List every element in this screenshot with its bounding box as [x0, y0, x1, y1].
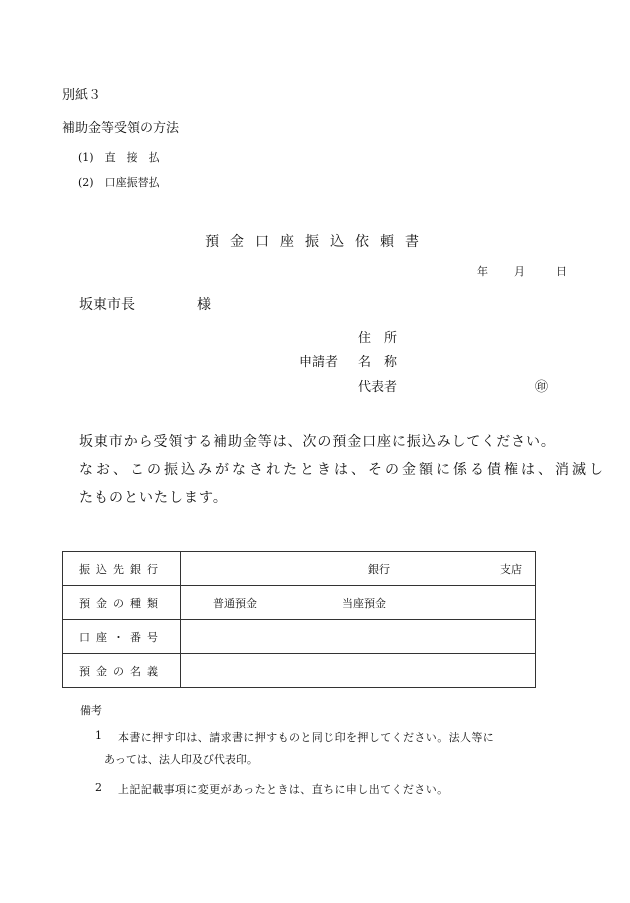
applicant-label: 申請者	[299, 355, 339, 370]
name-label: 名 称	[358, 355, 398, 370]
date-year: 年	[477, 265, 488, 278]
honorific: 様	[197, 297, 211, 313]
deposit-ordinary-option[interactable]: 普通預金	[213, 596, 257, 610]
method-direct-payment: (1) 直 接 払	[78, 151, 160, 164]
address-label: 住 所	[358, 331, 398, 346]
body-line-3: たものといたします。	[79, 490, 228, 506]
note-1-number: 1	[95, 729, 102, 742]
note-1-line-2: あっては、法人印及び代表印。	[104, 753, 258, 766]
note-1-line-1: 本書に押す印は、請求書に押すものと同じ印を押してください。法人等に	[118, 731, 495, 744]
deposit-type-field[interactable]	[181, 586, 536, 620]
branch-suffix: 支店	[500, 562, 522, 576]
note-2-number: 2	[95, 781, 102, 794]
bank-suffix: 銀行	[368, 562, 390, 576]
body-line-1: 坂東市から受領する補助金等は、次の預金口座に振込みしてください。	[79, 434, 556, 450]
notes-heading: 備考	[80, 704, 102, 717]
representative-label: 代表者	[358, 380, 398, 395]
bank-name-label: 振込先銀行	[63, 552, 181, 586]
account-number-label: 口座・番号	[63, 620, 181, 654]
table-row	[63, 620, 536, 654]
seal-mark: ㊞	[535, 380, 549, 395]
note-2-text: 上記記載事項に変更があったときは、直ちに申し出てください。	[118, 783, 449, 796]
bank-account-table	[62, 551, 536, 688]
account-holder-label: 預金の名義	[63, 654, 181, 688]
account-holder-field[interactable]	[181, 654, 536, 688]
date-day: 日	[556, 265, 567, 278]
body-line-2: なお、この振込みがなされたときは、その金額に係る債権は、消滅し	[79, 462, 606, 478]
method-title: 補助金等受領の方法	[62, 121, 180, 136]
form-title: 預金口座振込依頼書	[205, 234, 430, 250]
account-number-field[interactable]	[181, 620, 536, 654]
bank-name-field[interactable]	[181, 552, 536, 586]
date-month: 月	[514, 265, 525, 278]
deposit-type-label: 預金の種類	[63, 586, 181, 620]
attachment-label: 別紙３	[62, 88, 102, 103]
addressee: 坂東市長	[79, 297, 135, 313]
table-row	[63, 654, 536, 688]
table-row	[63, 586, 536, 620]
method-account-transfer: (2) 口座振替払	[78, 176, 160, 189]
table-row	[63, 552, 536, 586]
deposit-current-option[interactable]: 当座預金	[342, 596, 386, 610]
